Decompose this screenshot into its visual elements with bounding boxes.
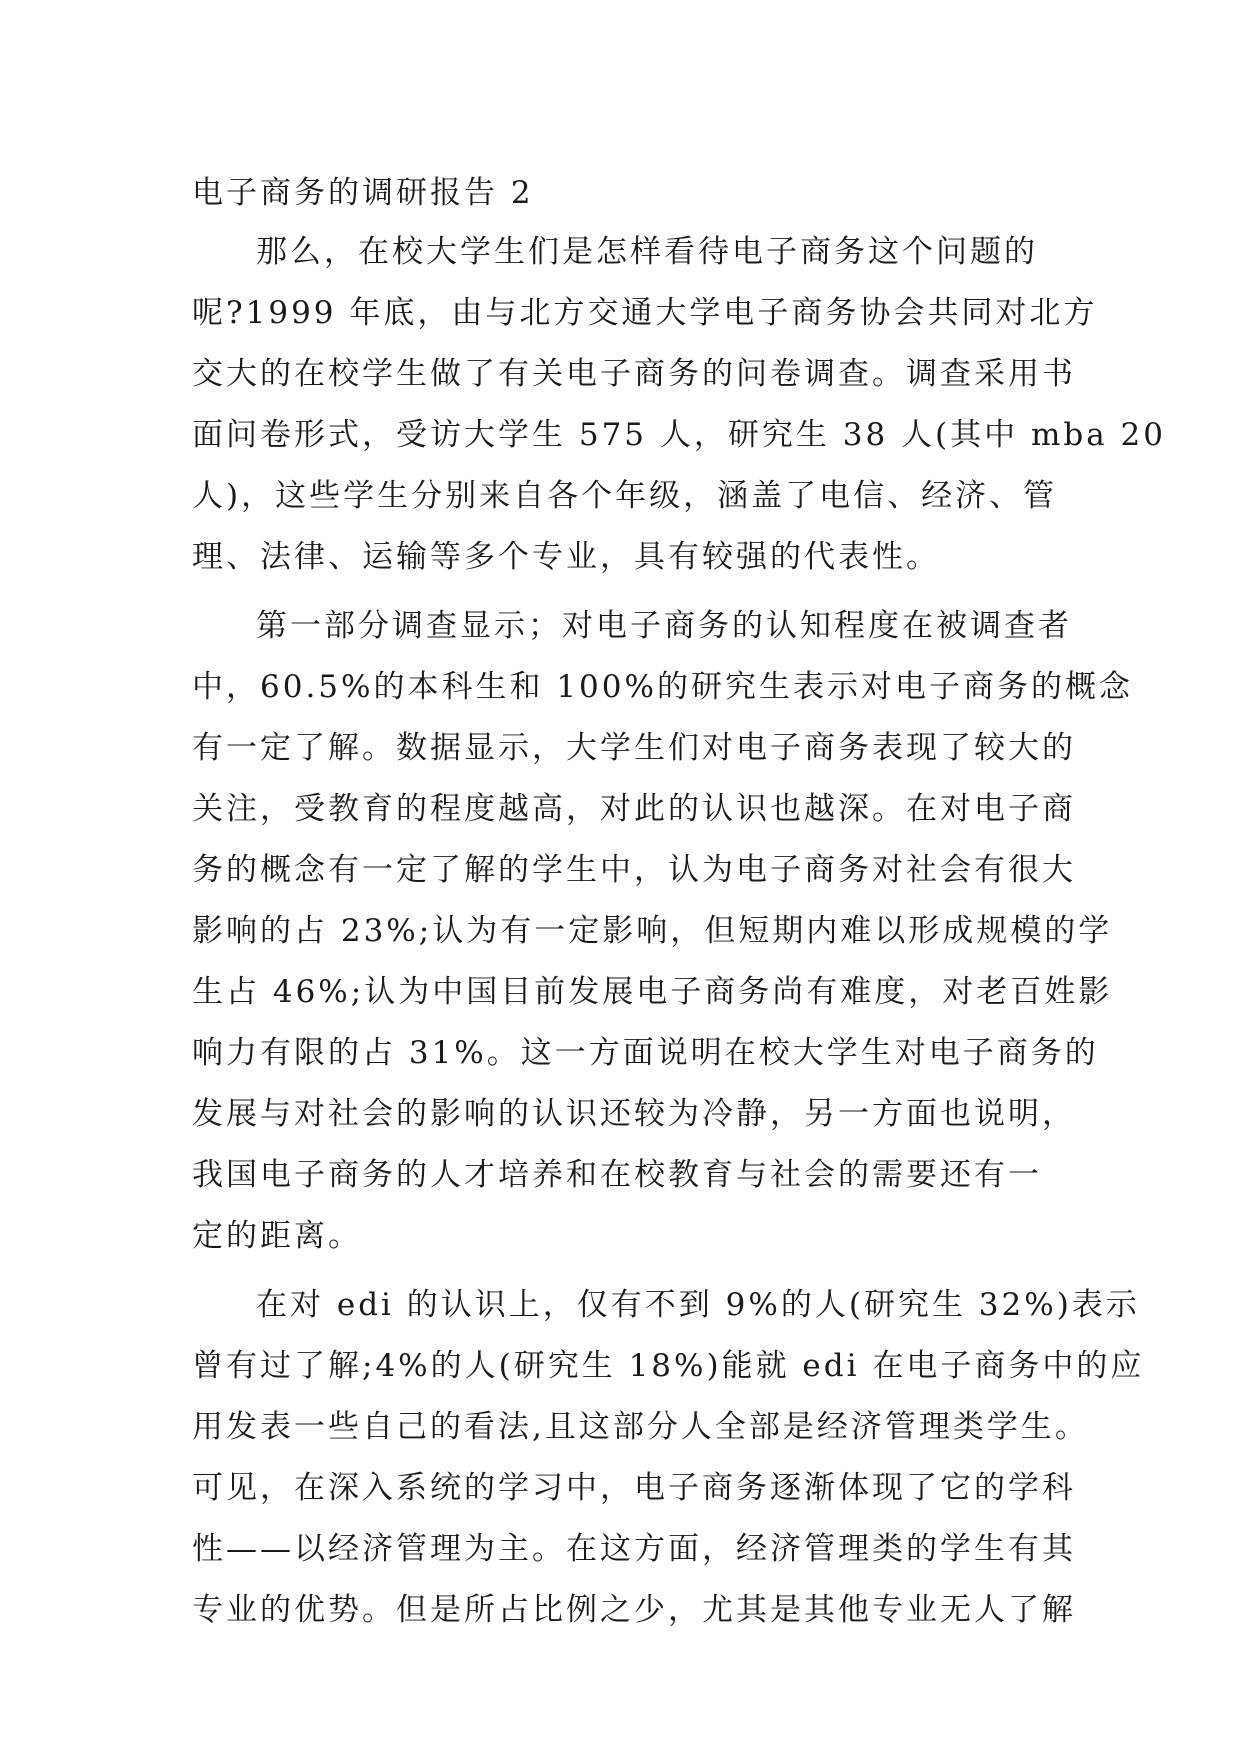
paragraph-line: 人)，这些学生分别来自各个年级，涵盖了电信、经济、管 — [192, 478, 1058, 514]
paragraph-line: 生占 46%;认为中国目前发展电子商务尚有难度，对老百姓影 — [192, 974, 1113, 1010]
paragraph-line: 有一定了解。数据显示，大学生们对电子商务表现了较大的 — [192, 730, 1076, 766]
paragraph-line: 响力有限的占 31%。这一方面说明在校大学生对电子商务的 — [192, 1035, 1099, 1071]
paragraph-gap — [192, 588, 1052, 596]
paragraph-line: 可见，在深入系统的学习中，电子商务逐渐体现了它的学科 — [192, 1470, 1076, 1506]
paragraph-line: 交大的在校学生做了有关电子商务的问卷调查。调查采用书 — [192, 356, 1076, 392]
paragraph-line: 在对 edi 的认识上，仅有不到 9%的人(研究生 32%)表示 — [256, 1287, 1140, 1323]
document-body — [192, 164, 1166, 1641]
paragraph-line: 发展与对社会的影响的认识还较为冷静，另一方面也说明， — [192, 1096, 1076, 1132]
document-title: 电子商务的调研报告 2 — [192, 175, 534, 211]
paragraph-1 — [192, 222, 1166, 588]
paragraph-line: 我国电子商务的人才培养和在校教育与社会的需要还有一 — [192, 1157, 1042, 1193]
paragraph-line: 理、法律、运输等多个专业，具有较强的代表性。 — [192, 539, 940, 575]
paragraph-line: 关注，受教育的程度越高，对此的认识也越深。在对电子商 — [192, 791, 1076, 827]
paragraph-line: 那么，在校大学生们是怎样看待电子商务这个问题的 — [256, 234, 1038, 270]
paragraph-line: 面问卷形式，受访大学生 575 人，研究生 38 人(其中 mba 20 — [192, 417, 1166, 453]
paragraph-line: 曾有过了解;4%的人(研究生 18%)能就 edi 在电子商务中的应 — [192, 1348, 1145, 1384]
paragraph-2 — [192, 596, 1133, 1267]
paragraph-3 — [192, 1275, 1145, 1641]
paragraph-line: 用发表一些自己的看法,且这部分人全部是经济管理类学生。 — [192, 1409, 1089, 1445]
paragraph-line: 务的概念有一定了解的学生中，认为电子商务对社会有很大 — [192, 852, 1076, 888]
paragraph-line: 影响的占 23%;认为有一定影响，但短期内难以形成规模的学 — [192, 913, 1113, 949]
paragraph-line: 定的距离。 — [192, 1218, 362, 1254]
paragraph-line: 呢?1999 年底，由与北方交通大学电子商务协会共同对北方 — [192, 295, 1098, 331]
paragraph-line: 第一部分调查显示；对电子商务的认知程度在被调查者 — [256, 608, 1072, 644]
paragraph-gap — [192, 1267, 1052, 1275]
paragraph-line: 性——以经济管理为主。在这方面，经济管理类的学生有其 — [192, 1531, 1076, 1567]
paragraph-line: 专业的优势。但是所占比例之少，尤其是其他专业无人了解 — [192, 1592, 1076, 1628]
paragraph-line: 中，60.5%的本科生和 100%的研究生表示对电子商务的概念 — [192, 669, 1133, 705]
